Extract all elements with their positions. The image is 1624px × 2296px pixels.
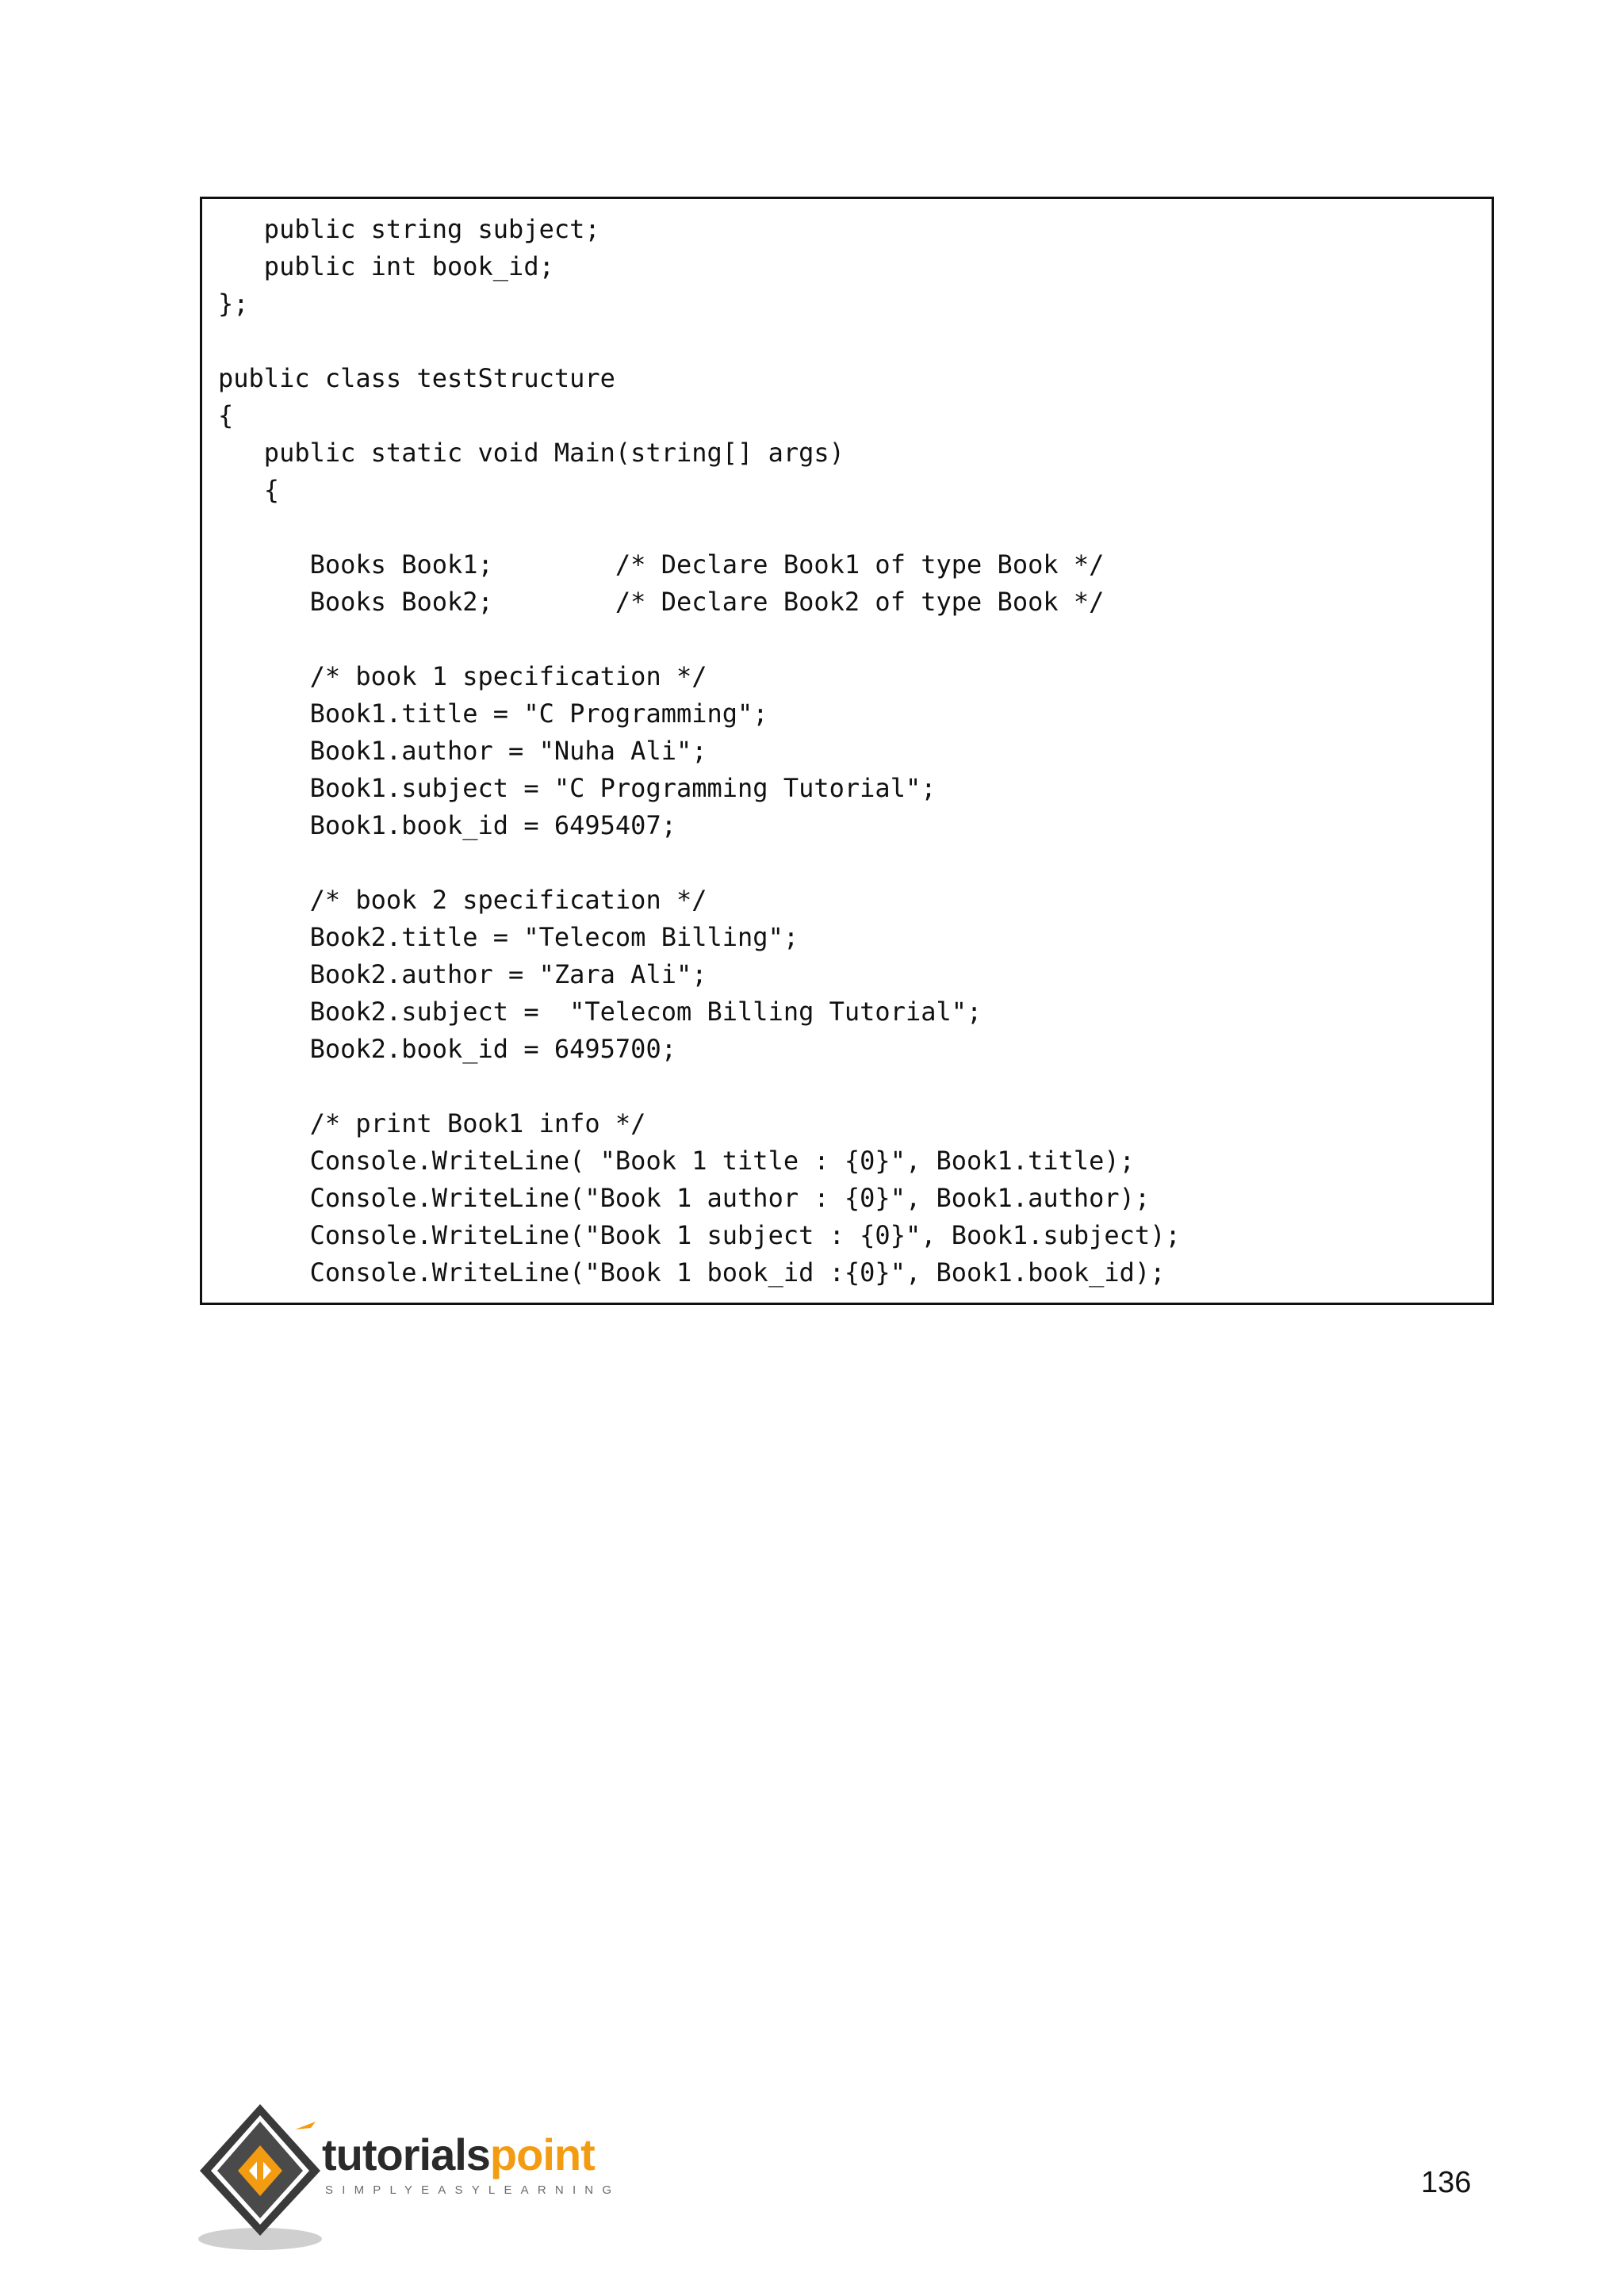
code-line: Book2.title = "Telecom Billing"; — [218, 922, 799, 952]
logo-word-tutorials: tutorials — [322, 2130, 490, 2179]
code-line: Book1.title = "C Programming"; — [218, 698, 768, 729]
code-line: { — [218, 400, 234, 430]
code-line: Books Book1; /* Declare Book1 of type Book */ — [218, 549, 1105, 580]
code-line: public string subject; — [218, 214, 600, 244]
code-line: Console.WriteLine( "Book 1 title : {0}", Book1.title); — [218, 1146, 1135, 1176]
code-line: /* book 2 specification */ — [218, 885, 707, 915]
logo-wordmark — [322, 2131, 595, 2179]
logo-diamond-icon — [193, 2098, 352, 2264]
code-line: public static void Main(string[] args) — [218, 438, 845, 468]
code-line: public class testStructure — [218, 363, 615, 393]
logo-tagline: SIMPLYEASYLEARNING — [325, 2183, 621, 2197]
code-line: }; — [218, 289, 249, 319]
code-line: Console.WriteLine("Book 1 book_id :{0}", Book1.book_id); — [218, 1257, 1166, 1288]
tutorialspoint-logo — [193, 2098, 669, 2264]
code-line: /* print Book1 info */ — [218, 1108, 646, 1138]
code-line: Console.WriteLine("Book 1 author : {0}", Book1.author); — [218, 1183, 1151, 1213]
code-line: { — [218, 475, 280, 505]
code-line: Book1.author = "Nuha Ali"; — [218, 736, 707, 766]
code-line: Book2.subject = "Telecom Billing Tutorial"; — [218, 997, 982, 1027]
code-line: Book2.book_id = 6495700; — [218, 1034, 676, 1064]
code-line: Console.WriteLine("Book 1 subject : {0}", Book1.subject); — [218, 1220, 1181, 1250]
code-line: Book1.subject = "C Programming Tutorial"; — [218, 773, 936, 803]
code-line: Book1.book_id = 6495407; — [218, 810, 676, 840]
page-number: 136 — [1421, 2166, 1472, 2199]
code-line: Books Book2; /* Declare Book2 of type Book */ — [218, 587, 1105, 617]
code-line: Book2.author = "Zara Ali"; — [218, 959, 707, 989]
code-listing-box — [200, 197, 1494, 1305]
logo-word-point: point — [489, 2130, 595, 2179]
code-line: public int book_id; — [218, 251, 554, 281]
code-line: /* book 1 specification */ — [218, 661, 707, 691]
